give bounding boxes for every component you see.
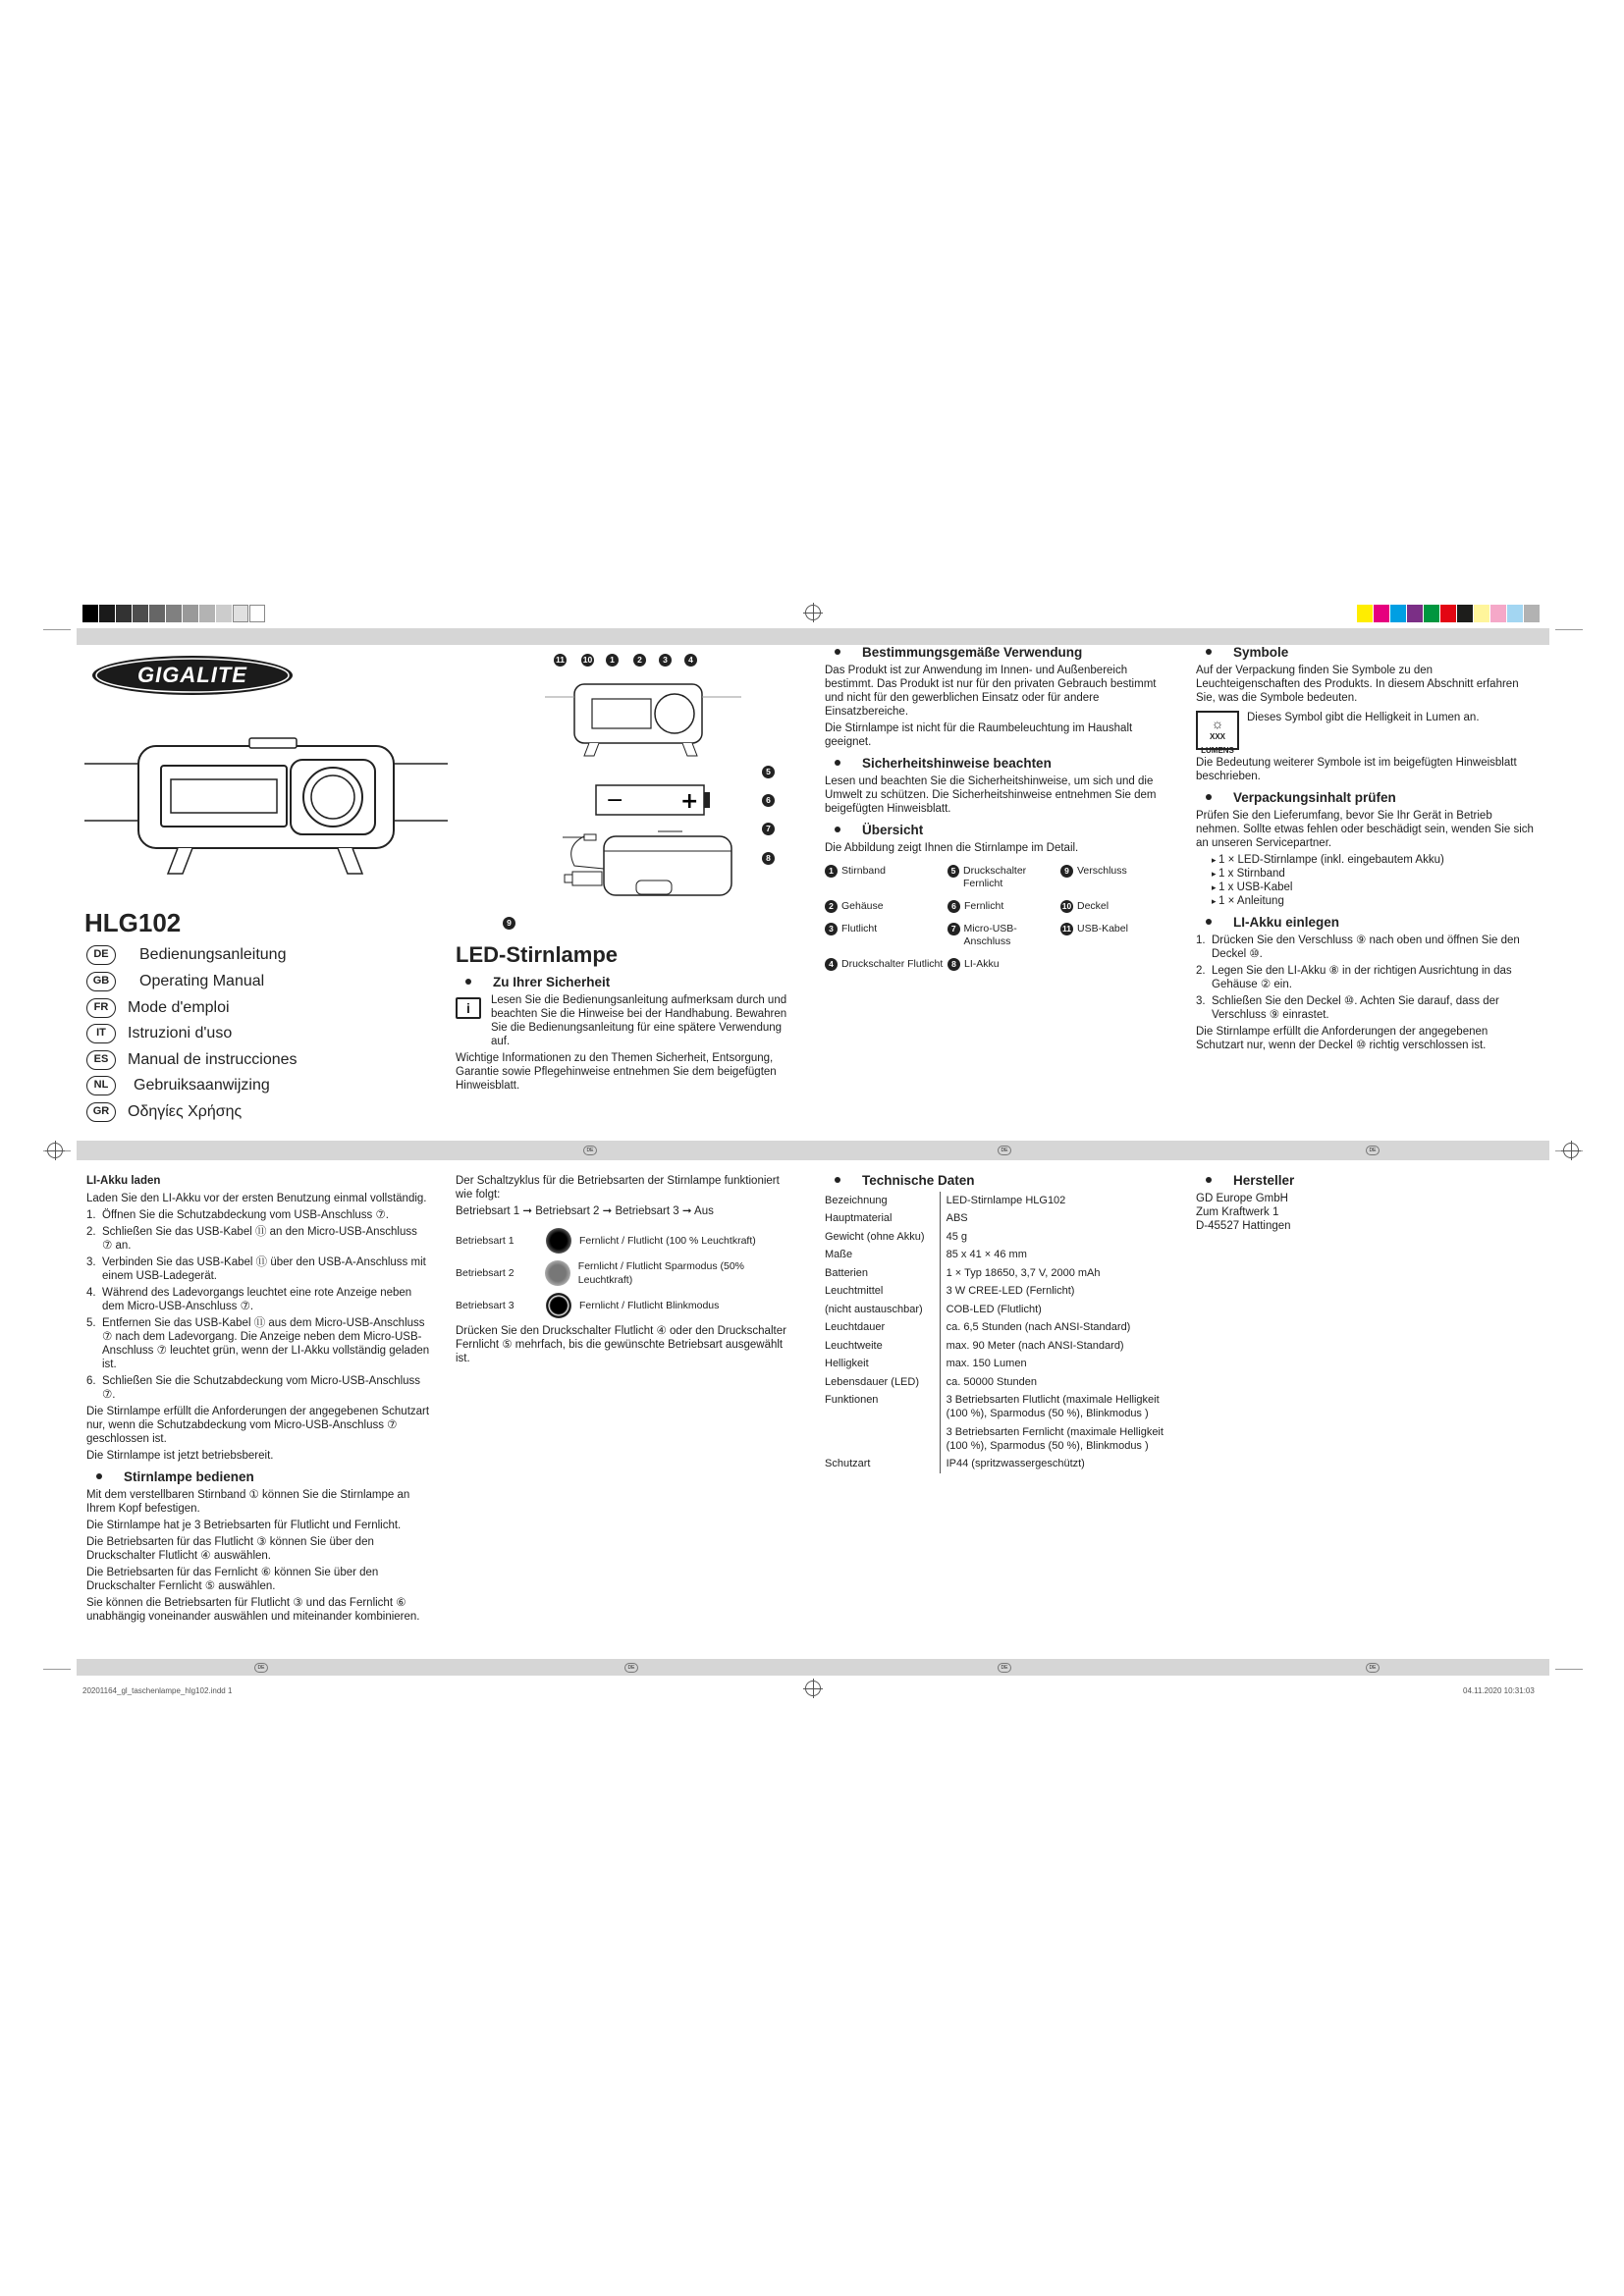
table-row: Leuchtdauer ca. 6,5 Stunden (nach ANSI-Standard) <box>825 1319 1164 1338</box>
header-bar <box>77 628 1549 645</box>
symbols-heading: Symbole <box>1233 645 1289 660</box>
registration-mark-icon <box>1563 1143 1579 1158</box>
language-label: Manual de instrucciones <box>128 1051 298 1068</box>
callout-6: 6 <box>762 794 775 807</box>
symbols-icon-text: Dieses Symbol gibt die Helligkeit in Lumen an. <box>1247 712 1480 723</box>
table-row: Lebensdauer (LED) ca. 50000 Stunden <box>825 1373 1164 1392</box>
cycle-note: Drücken Sie den Druckschalter Flutlicht ④ oder den Druckschalter Fernlicht ⑤ mehrfach, bis die gewünschte Betriebsart ausgewählt ist. <box>456 1325 786 1364</box>
list-item: 3. Verbinden Sie das USB-Kabel ⑪ über den USB-A-Anschluss mit einem USB-Ladegerät. <box>86 1256 426 1282</box>
safety-notes-text: Lesen und beachten Sie die Sicherheitshinweise, um sich und die Umwelt zu schützen. Die Sicherheitshinweise entnehmen Sie dem beigefügten Hinweisblatt. <box>825 775 1157 815</box>
symbols-text: Auf der Verpackung finden Sie Symbole zu den Leuchteigenschaften des Produkts. In diesem Abschnitt erfahren Sie, was die Symbole bedeuten. <box>1196 665 1519 704</box>
page-language-mark: DE <box>1366 1146 1380 1155</box>
page-language-mark: DE <box>998 1663 1011 1673</box>
overview-intro: Die Abbildung zeigt Ihnen die Stirnlampe im Detail. <box>825 842 1079 854</box>
safety-text: Lesen Sie die Bedienungsanleitung aufmerksam durch und beachten Sie die Hinweise bei der Handhabung. Bewahren Sie die Bedienungsanleitung für eine spätere Verwendung auf. <box>491 994 787 1047</box>
language-label: Gebruiksaanwijzing <box>134 1077 270 1094</box>
table-row: (nicht austauschbar) COB-LED (Flutlicht) <box>825 1301 1164 1319</box>
charge-steps <box>86 1208 430 1402</box>
mode-row: Betriebsart 2 Fernlicht / Flutlicht Sparmodus (50% Leuchtkraft) <box>456 1260 745 1286</box>
list-item: 4. Während des Ladevorgangs leuchtet eine rote Anzeige neben dem Micro-USB-Anschluss ⑦. <box>86 1287 412 1312</box>
language-code: FR <box>86 998 116 1018</box>
language-code: ES <box>86 1050 116 1070</box>
legend-item: 2 Gehäuse <box>825 900 947 913</box>
doc-title: LED-Stirnlampe <box>456 942 619 967</box>
language-code: NL <box>86 1076 116 1095</box>
language-nl <box>86 1076 270 1095</box>
table-row: Bezeichnung LED-Stirnlampe HLG102 <box>825 1192 1164 1210</box>
overview-heading: Übersicht <box>862 823 924 837</box>
table-row: Gewicht (ohne Akku) 45 g <box>825 1228 1164 1247</box>
language-fr <box>86 998 230 1018</box>
brand-name: GIGALITE <box>137 663 247 687</box>
legend-item: 1 Stirnband <box>825 865 947 890</box>
list-item: 2. Schließen Sie das USB-Kabel ⑪ an den Micro-USB-Anschluss ⑦ an. <box>86 1226 417 1252</box>
callout-5: 5 <box>762 766 775 778</box>
language-label: Istruzioni d'uso <box>128 1025 233 1041</box>
info-book-icon: i <box>456 997 481 1019</box>
list-item: 6. Schließen Sie die Schutzabdeckung vom Micro-USB-Anschluss ⑦. <box>86 1375 421 1401</box>
legend-item: 6 Fernlicht <box>947 900 1060 913</box>
list-item: ▸ 1 × LED-Stirnlampe (inkl. eingebautem Akku) <box>1212 853 1535 867</box>
legend-item: 9 Verschluss <box>1060 865 1168 890</box>
brand-logo <box>90 654 295 697</box>
legend-item: 3 Flutlicht <box>825 923 947 948</box>
svg-text:+: + <box>680 789 699 814</box>
mode-row: Betriebsart 1 Fernlicht / Flutlicht (100 % Leuchtkraft) <box>456 1228 799 1254</box>
callout-2: 2 <box>633 654 646 667</box>
list-item: ▸ 1 × Anleitung <box>1212 894 1535 908</box>
symbols-note: Die Bedeutung weiterer Symbole ist im beigefügten Hinweisblatt beschrieben. <box>1196 757 1517 782</box>
list-item: 2. Legen Sie den LI-Akku ⑧ in der richtigen Ausrichtung in das Gehäuse ② ein. <box>1196 965 1512 990</box>
language-es <box>86 1050 298 1070</box>
registration-mark-icon <box>805 1681 821 1696</box>
product-illustration <box>84 734 448 884</box>
callout-10: 10 <box>582 655 593 665</box>
intended-use-heading: Bestimmungsgemäße Verwendung <box>862 645 1083 660</box>
language-label: Operating Manual <box>139 973 265 989</box>
callout-7: 7 <box>762 823 775 835</box>
svg-text:−: − <box>606 788 624 813</box>
footer-bar <box>77 1659 1549 1676</box>
maker-heading: Hersteller <box>1233 1173 1295 1188</box>
list-item: 1. Drücken Sie den Verschluss ⑨ nach oben und öffnen Sie den Deckel ⑩. <box>1196 934 1520 960</box>
lumens-icon: ☼ XXX LUMENS <box>1196 711 1239 750</box>
page-language-mark: DE <box>624 1663 638 1673</box>
operate-text: Die Betriebsarten für das Flutlicht ③ können Sie über den Druckschalter Flutlicht ④ auswählen. <box>86 1536 374 1562</box>
intended-use-note: Die Stirnlampe ist nicht für die Raumbeleuchtung im Haushalt geeignet. <box>825 722 1133 748</box>
package-text: Prüfen Sie den Lieferumfang, bevor Sie Ihr Gerät in Betrieb nehmen. Sollte etwas fehlen oder beschädigt sein, wenden Sie sich an unseren Servicepartner. <box>1196 810 1534 849</box>
operate-text: Sie können die Betriebsarten für Flutlicht ③ und das Fernlicht ⑥ unabhängig voneinander auswählen und miteinander kombinieren. <box>86 1597 420 1623</box>
operate-text: Mit dem verstellbaren Stirnband ① können Sie die Stirnlampe an Ihrem Kopf befestigen. <box>86 1489 410 1515</box>
language-code: GB <box>86 972 116 991</box>
language-it <box>86 1024 232 1043</box>
divider-bar <box>77 1141 1549 1160</box>
safety-heading: Zu Ihrer Sicherheit <box>493 975 611 989</box>
callout-4: 4 <box>684 654 697 667</box>
page-language-mark: DE <box>1366 1663 1380 1673</box>
charge-heading: LI-Akku laden <box>86 1175 161 1187</box>
language-code: DE <box>86 945 116 965</box>
table-row: Batterien 1 × Typ 18650, 3,7 V, 2000 mAh <box>825 1264 1164 1283</box>
overview-diagram <box>545 650 781 928</box>
maker-city: D-45527 Hattingen <box>1196 1220 1291 1232</box>
callout-1: 1 <box>606 654 619 667</box>
language-gr <box>86 1102 242 1122</box>
package-heading: Verpackungsinhalt prüfen <box>1233 790 1396 805</box>
table-row: 3 Betriebsarten Fernlicht (maximale Helligkeit (100 %), Sparmodus (50 %), Blinkmodus ) <box>825 1423 1164 1456</box>
language-label: Οδηγίες Χρήσης <box>128 1103 243 1120</box>
tech-heading: Technische Daten <box>862 1173 975 1188</box>
operate-heading: Stirnlampe bedienen <box>124 1469 254 1484</box>
table-row: Leuchtweite max. 90 Meter (nach ANSI-Standard) <box>825 1337 1164 1356</box>
operate-text: Die Betriebsarten für das Fernlicht ⑥ können Sie über den Druckschalter Fernlicht ⑤ auswählen. <box>86 1567 379 1592</box>
callout-3: 3 <box>659 654 672 667</box>
charge-note: Die Stirnlampe erfüllt die Anforderungen der angegebenen Schutzart nur, wenn die Schutzabdeckung vom Micro-USB-Anschluss ⑦ geschlossen ist. <box>86 1406 430 1445</box>
table-row: Leuchtmittel 3 W CREE-LED (Fernlicht) <box>825 1283 1164 1302</box>
led-full-icon <box>546 1228 571 1254</box>
operate-text: Die Stirnlampe hat je 3 Betriebsarten für Flutlicht und Fernlicht. <box>86 1520 402 1531</box>
language-code: IT <box>86 1024 116 1043</box>
registration-mark-icon <box>47 1143 63 1158</box>
table-row: Funktionen 3 Betriebsarten Flutlicht (maximale Helligkeit (100 %), Sparmodus (50 %), Blinkmodus ) <box>825 1392 1164 1424</box>
model-title: HLG102 <box>84 908 182 937</box>
table-row: Schutzart IP44 (spritzwassergeschützt) <box>825 1456 1164 1474</box>
safety-notes-heading: Sicherheitshinweise beachten <box>862 756 1052 771</box>
legend-item: 5 Druckschalter Fernlicht <box>947 865 1060 890</box>
page-language-mark: DE <box>998 1146 1011 1155</box>
legend-item: 10 Deckel <box>1061 900 1110 912</box>
led-blink-icon <box>546 1293 571 1318</box>
table-row: Hauptmaterial ABS <box>825 1210 1164 1229</box>
callout-8: 8 <box>762 852 775 865</box>
cycle-intro: Der Schaltzyklus für die Betriebsarten der Stirnlampe funktioniert wie folgt: <box>456 1175 780 1201</box>
package-list <box>1196 853 1535 908</box>
file-slug: 20201164_gl_taschenlampe_hlg102.indd 1 <box>82 1686 233 1695</box>
language-label: Bedienungsanleitung <box>139 946 287 963</box>
list-item: 5. Entfernen Sie das USB-Kabel ⑪ aus dem Micro-USB-Anschluss ⑦ nach dem Ladevorgang. Die Anzeige neben dem Micro-USB-Anschluss ⑦ leuchtet grün, wenn der LI-Akku vollständig geladen ist. <box>86 1317 430 1370</box>
list-item: 3. Schließen Sie den Deckel ⑩. Achten Sie darauf, dass der Verschluss ⑨ einrastet. <box>1196 995 1499 1021</box>
language-code: GR <box>86 1102 116 1122</box>
legend-item: 11 USB-Kabel <box>1062 923 1128 934</box>
page-language-mark: DE <box>254 1663 268 1673</box>
list-item: 1. Öffnen Sie die Schutzabdeckung vom USB-Anschluss ⑦. <box>86 1209 389 1221</box>
maker-street: Zum Kraftwerk 1 <box>1196 1206 1279 1218</box>
legend-item: 8 LI-Akku <box>947 958 1060 971</box>
registration-mark-icon <box>805 605 821 620</box>
battery-insert-note: Die Stirnlampe erfüllt die Anforderungen der angegebenen Schutzart nur, wenn der Deckel ⑩ richtig verschlossen ist. <box>1196 1026 1489 1051</box>
cycle-sequence: Betriebsart 1 ➞ Betriebsart 2 ➞ Betriebsart 3 ➞ Aus <box>456 1205 714 1217</box>
charge-ready: Die Stirnlampe ist jetzt betriebsbereit. <box>86 1450 274 1462</box>
table-row: Maße 85 x 41 × 46 mm <box>825 1247 1164 1265</box>
list-item: ▸ 1 x Stirnband <box>1212 867 1535 881</box>
intended-use-text: Das Produkt ist zur Anwendung im Innen- und Außenbereich bestimmt. Das Produkt ist nur für den privaten Gebrauch bestimmt und nicht für den gewerblichen Einsatz oder für andere Einsatzbereiche. <box>825 665 1157 718</box>
charge-intro: Laden Sie den LI-Akku vor der ersten Benutzung einmal vollständig. <box>86 1193 427 1204</box>
led-eco-icon <box>545 1260 570 1286</box>
legend-item: 7 Micro-USB-Anschluss <box>947 923 1060 948</box>
maker-name: GD Europe GmbH <box>1196 1193 1288 1204</box>
page-language-mark: DE <box>583 1146 597 1155</box>
table-row: Helligkeit max. 150 Lumen <box>825 1356 1164 1374</box>
battery-insert-steps <box>1196 934 1535 1022</box>
list-item: ▸ 1 x USB-Kabel <box>1212 881 1535 894</box>
overview-legend <box>825 865 1164 971</box>
legend-item: 4 Druckschalter Flutlicht <box>825 958 947 971</box>
callout-11: 11 <box>556 655 565 665</box>
callout-9: 9 <box>503 917 515 930</box>
battery-insert-heading: LI-Akku einlegen <box>1233 915 1340 930</box>
language-gb <box>86 972 264 991</box>
time-stamp: 04.11.2020 10:31:03 <box>1463 1686 1535 1695</box>
language-de <box>86 945 286 965</box>
tech-table <box>825 1192 1164 1473</box>
mode-row: Betriebsart 3 Fernlicht / Flutlicht Blinkmodus <box>456 1293 799 1318</box>
language-label: Mode d'emploi <box>128 999 230 1016</box>
safety-info-text: Wichtige Informationen zu den Themen Sicherheit, Entsorgung, Garantie sowie Pflegehinweise entnehmen Sie dem beigefügten Hinweisblatt. <box>456 1052 777 1092</box>
